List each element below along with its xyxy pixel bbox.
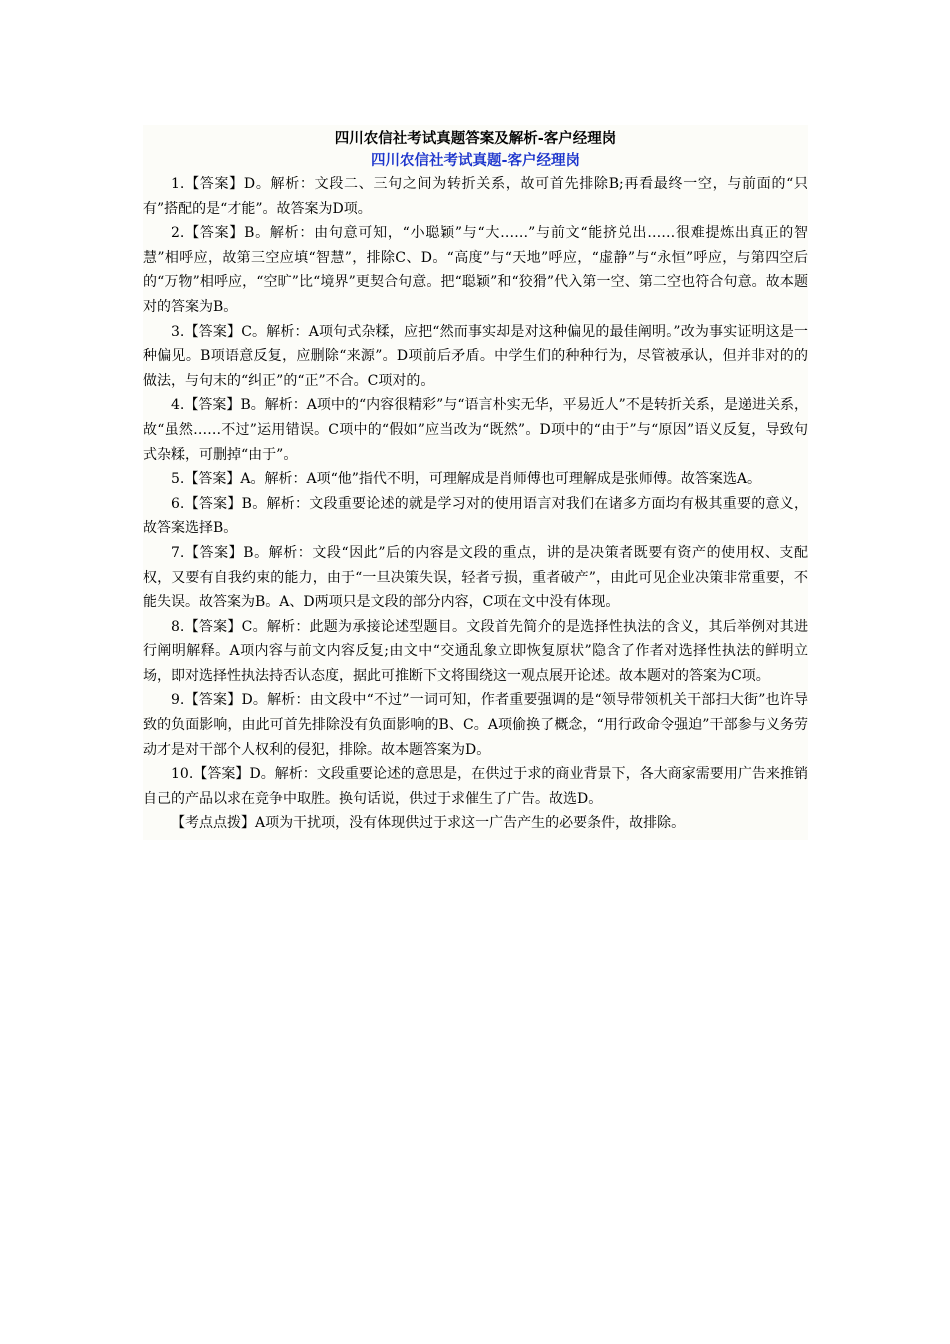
answer-label: 【考点点拨】 xyxy=(171,815,255,832)
answer-text: C。解析：A项句式杂糅，应把“然而事实却是对这种偏见的最佳阐明。”改为事实证明这是一种偏见。B项语意反复，应删除“来源”。D项前后矛盾。中学生们的种种行为，尽管被承认，但并非对的的做法，与句末的“纠正”的“正”不合。C项对的。 xyxy=(143,323,809,389)
answer-text: A项为干扰项，没有体现供过于求这一广告产生的必要条件，故排除。 xyxy=(255,815,686,832)
answer-number: 2. xyxy=(171,225,185,242)
answer-paragraph xyxy=(143,688,808,762)
answer-paragraph xyxy=(143,492,808,541)
answer-text: C。解析：此题为承接论述型题目。文段首先简介的是选择性执法的含义，其后举例对其进行阐明解释。A项内容与前文内容反复;由文中“交通乱象立即恢复原状”隐含了作者对选择性执法的鲜明立场，即对选择性执法持否认态度，据此可推断下文将围绕这一观点展开论述。故本题对的答案为C项。 xyxy=(143,618,808,684)
answer-paragraph xyxy=(143,541,808,615)
answer-label: 【答案】 xyxy=(184,397,241,414)
answer-label: 【答案】 xyxy=(184,225,245,242)
answer-text: D。解析：文段二、三句之间为转折关系，故可首先排除B;再看最终一空，与前面的“只有”搭配的是“才能”。故答案为D项。 xyxy=(143,176,809,217)
answer-label: 【答案】 xyxy=(184,471,241,488)
answer-text: D。解析：文段重要论述的意思是，在供过于求的商业背景下，各大商家需要用广告来推销自己的产品以求在竞争中取胜。换句话说，供过于求催生了广告。故选D。 xyxy=(143,766,808,807)
answer-text: B。解析：文段重要论述的就是学习对的使用语言对我们在诸多方面均有极其重要的意义，故答案选择B。 xyxy=(143,495,808,537)
answer-paragraph xyxy=(143,393,808,467)
answer-list xyxy=(143,172,808,836)
answer-text: A。解析：A项“他”指代不明，可理解成是肖师傅也可理解成是张师傅。故答案选A。 xyxy=(240,471,762,488)
answer-text: B。解析：由句意可知，“小聪颖”与“大……”与前文“能挤兑出……很难提炼出真正的智慧”相呼应，故第三空应填“智慧”，排除C、D。“高度”与“天地”呼应，“虚静”与“永恒”呼应，与第四空后的“万物”相呼应，“空旷”比“境界”更契合句意。把“聪颖”和“狡猾”代入第一空、第二空也符合句意。故本题对的答案为B。 xyxy=(143,225,809,315)
answer-number: 9. xyxy=(171,692,185,709)
answer-text: B。解析：A项中的“内容很精彩”与“语言朴实无华，平易近人”不是转折关系，是递进关系，故“虽然……不过”运用错误。C项中的“假如”应当改为“既然”。D项中的“由于”与“原因”语义反复，导致句式杂糅，可删掉“由于”。 xyxy=(143,397,809,463)
document-title: 四川农信社考试真题答案及解析-客户经理岗 xyxy=(334,131,617,147)
answer-number: 1. xyxy=(171,176,185,192)
answer-number: 10. xyxy=(171,766,194,783)
answer-number: 4. xyxy=(171,397,185,414)
answer-number: 5. xyxy=(171,471,185,488)
answer-paragraph xyxy=(143,811,808,836)
answer-label: 【答案】 xyxy=(184,176,244,192)
answer-label: 【答案】 xyxy=(193,766,250,783)
answer-paragraph xyxy=(143,762,808,811)
document-subtitle: 四川农信社考试真题-客户经理岗 xyxy=(370,153,581,169)
answer-label: 【答案】 xyxy=(184,323,242,340)
answer-label: 【答案】 xyxy=(184,618,242,635)
answer-text: B。解析：文段“因此”后的内容是文段的重点，讲的是决策者既要有资产的使用权、支配权，又要有自我约束的能力，由于“一旦决策失误，轻者亏损，重者破产”，由此可见企业决策非常重要，不能失误。故答案为B。A、D两项只是文段的部分内容，C项在文中没有体现。 xyxy=(143,544,809,611)
answer-paragraph xyxy=(143,172,808,221)
answer-number: 3. xyxy=(171,323,185,340)
answer-label: 【答案】 xyxy=(184,544,244,561)
answer-label: 【答案】 xyxy=(184,692,242,709)
answer-paragraph xyxy=(143,320,808,394)
answer-label: 【答案】 xyxy=(184,495,242,512)
answer-number: 6. xyxy=(171,495,185,512)
answer-text: D。解析：由文段中“不过”一词可知，作者重要强调的是“领导带领机关干部扫大街”也许导致的负面影响，由此可首先排除没有负面影响的B、C。A项偷换了概念，“用行政命令强迫”干部参与义务劳动才是对干部个人权利的侵犯，排除。故本题答案为D。 xyxy=(143,692,809,758)
answer-paragraph xyxy=(143,221,808,319)
answer-paragraph xyxy=(143,615,808,689)
answer-paragraph xyxy=(143,467,808,492)
document-content xyxy=(143,125,808,840)
answer-number: 7. xyxy=(171,544,185,561)
answer-number: 8. xyxy=(171,618,185,635)
